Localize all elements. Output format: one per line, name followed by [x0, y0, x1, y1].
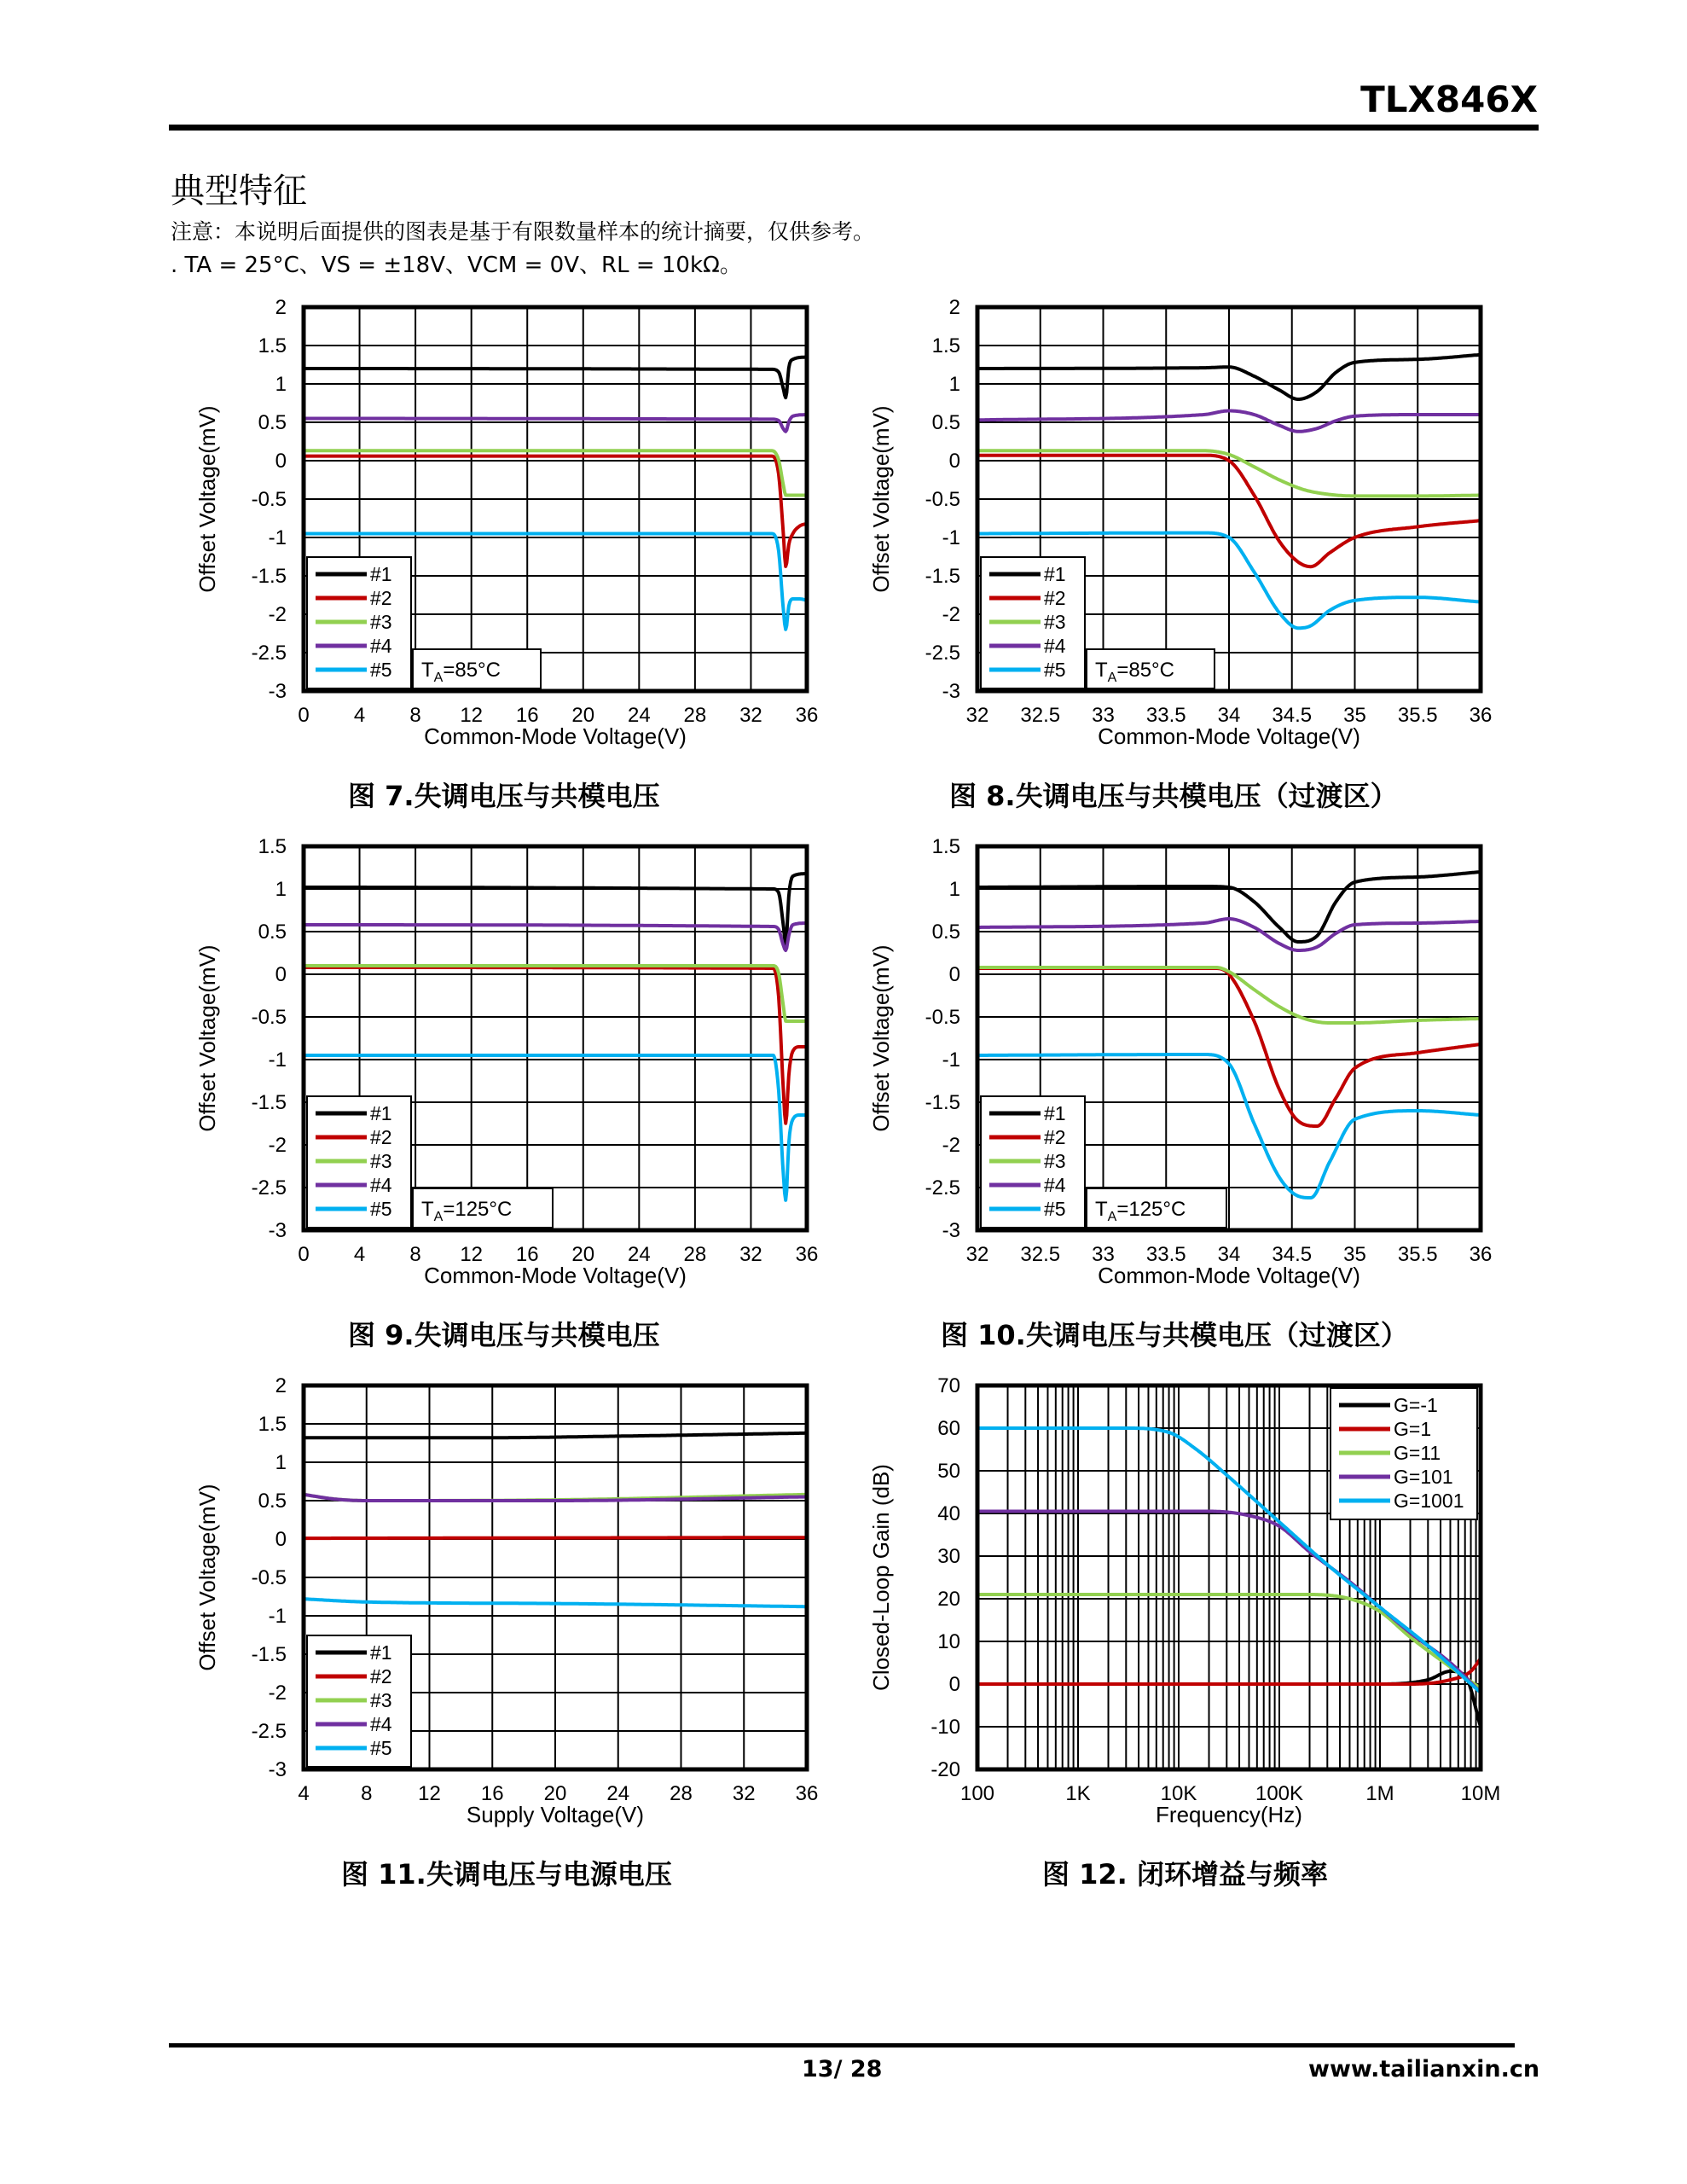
- x-tick-label: 4: [298, 1782, 310, 1805]
- y-tick-label: 30: [937, 1545, 960, 1568]
- legend-label: #4: [370, 1174, 392, 1196]
- y-tick-labels: [930, 1374, 960, 1781]
- y-tick-label: -2: [942, 603, 960, 626]
- x-tick-label: 8: [361, 1782, 373, 1805]
- y-tick-label: -1: [942, 526, 960, 549]
- x-tick-label: 28: [683, 1243, 707, 1266]
- legend-label: G=101: [1394, 1466, 1453, 1488]
- y-tick-label: 1.5: [258, 334, 287, 357]
- legend-label: #4: [370, 1713, 392, 1735]
- x-tick-label: 12: [418, 1782, 441, 1805]
- y-tick-label: 40: [937, 1502, 960, 1525]
- chart-fig9: [171, 829, 844, 1307]
- disclaimer-note: 注意：本说明后面提供的图表是基于有限数量样本的统计摘要，仅供参考。: [171, 219, 875, 244]
- chart-fig11: [171, 1368, 844, 1846]
- y-tick-label: 1: [275, 878, 287, 901]
- x-axis-label: Common-Mode Voltage(V): [424, 1263, 687, 1288]
- y-tick-label: -1: [268, 1605, 287, 1628]
- caption-fig8: 图 8.失调电压与共模电压（过渡区）: [949, 780, 1398, 812]
- x-tick-label: 0: [298, 704, 310, 727]
- y-tick-label: -3: [942, 1219, 960, 1242]
- x-axis-label: Common-Mode Voltage(V): [1098, 1263, 1360, 1288]
- x-tick-label: 24: [606, 1782, 630, 1805]
- y-tick-label: -2: [268, 603, 287, 626]
- y-tick-label: -3: [268, 1758, 287, 1781]
- y-tick-label: -1.5: [925, 1091, 960, 1114]
- chart-fig10: [844, 829, 1518, 1307]
- x-tick-label: 20: [571, 704, 595, 727]
- legend-label: #2: [370, 1665, 392, 1687]
- y-tick-label: 10: [937, 1630, 960, 1653]
- y-tick-label: -2.5: [925, 642, 960, 665]
- y-tick-label: -2: [942, 1134, 960, 1157]
- caption-fig10: 图 10.失调电压与共模电压（过渡区）: [941, 1319, 1408, 1351]
- y-tick-label: 2: [948, 296, 960, 319]
- caption-fig7: 图 7.失调电压与共模电压: [348, 780, 660, 812]
- y-tick-label: -2: [268, 1682, 287, 1705]
- fig11-svg: [171, 1368, 844, 1846]
- y-tick-label: -2.5: [251, 642, 287, 665]
- fig12-svg: [844, 1368, 1518, 1846]
- legend: [981, 1096, 1085, 1228]
- legend-label: #5: [1044, 1198, 1066, 1220]
- chart-fig7: [171, 290, 844, 768]
- y-tick-label: -2.5: [251, 1720, 287, 1743]
- x-tick-label: 33.5: [1145, 704, 1186, 727]
- x-tick-label: 16: [515, 704, 539, 727]
- chart-fig8: [844, 290, 1518, 768]
- x-tick-label: 32.5: [1020, 704, 1061, 727]
- y-tick-label: -1.5: [251, 565, 287, 588]
- y-tick-label: -1.5: [251, 1643, 287, 1666]
- x-tick-label: 32: [739, 1243, 762, 1266]
- x-axis-label: Common-Mode Voltage(V): [424, 723, 687, 749]
- y-tick-label: -3: [942, 680, 960, 703]
- y-tick-label: -0.5: [251, 488, 287, 511]
- legend-label: G=1001: [1394, 1490, 1464, 1512]
- y-tick-label: -20: [930, 1758, 960, 1781]
- legend-label: #1: [370, 563, 392, 585]
- legend: [981, 557, 1085, 688]
- legend-label: #1: [1044, 563, 1066, 585]
- x-tick-label: 36: [1469, 704, 1493, 727]
- x-tick-label: 8: [409, 1243, 421, 1266]
- fig10-svg: [844, 829, 1518, 1307]
- y-tick-label: -1.5: [925, 565, 960, 588]
- y-axis-label: Offset Voltage(mV): [868, 405, 894, 593]
- x-tick-label: 34.5: [1272, 704, 1313, 727]
- legend: [307, 1096, 411, 1228]
- y-tick-label: 0.5: [258, 411, 287, 434]
- y-tick-label: 0: [275, 450, 287, 473]
- y-tick-label: 1: [948, 373, 960, 396]
- x-tick-label: 28: [670, 1782, 693, 1805]
- caption-fig12: 图 12. 闭环增益与频率: [1042, 1858, 1328, 1891]
- temperature-annotation: $T_A=125^\circ C$: [421, 1198, 513, 1224]
- legend-label: #3: [370, 1150, 392, 1172]
- y-tick-label: 0: [948, 1673, 960, 1696]
- caption-fig11: 图 11.失调电压与电源电压: [341, 1858, 672, 1891]
- x-tick-label: 34: [1217, 704, 1241, 727]
- y-tick-label: -1: [268, 526, 287, 549]
- y-tick-label: -2: [268, 1134, 287, 1157]
- y-tick-label: 70: [937, 1374, 960, 1397]
- y-tick-labels: [252, 835, 287, 1242]
- x-tick-label: 20: [571, 1243, 595, 1266]
- y-axis-label: Offset Voltage(mV): [868, 944, 894, 1132]
- x-tick-label: 100K: [1255, 1782, 1304, 1805]
- legend-label: #5: [370, 1737, 392, 1759]
- legend-label: G=1: [1394, 1418, 1432, 1440]
- legend-label: #5: [370, 1198, 392, 1220]
- x-tick-label: 4: [353, 704, 366, 727]
- y-tick-label: 1: [275, 373, 287, 396]
- part-number: TLX846X: [1360, 78, 1538, 120]
- x-tick-label: 1K: [1065, 1782, 1091, 1805]
- fig9-svg: [171, 829, 844, 1307]
- series-line-n2: [304, 1537, 807, 1538]
- x-tick-label: 34: [1217, 1243, 1241, 1266]
- legend: [307, 557, 411, 688]
- y-tick-label: 2: [275, 1374, 287, 1397]
- y-tick-label: -3: [268, 1219, 287, 1242]
- x-tick-label: 10K: [1160, 1782, 1197, 1805]
- x-axis-label: Supply Voltage(V): [466, 1802, 645, 1827]
- x-tick-label: 12: [460, 1243, 484, 1266]
- legend: [307, 1635, 411, 1767]
- y-tick-label: 0.5: [931, 921, 960, 944]
- x-tick-label: 20: [543, 1782, 567, 1805]
- legend-label: #4: [1044, 1174, 1066, 1196]
- x-tick-label: 0: [298, 1243, 310, 1266]
- temperature-annotation: $T_A=85^\circ C$: [421, 659, 501, 685]
- y-tick-label: 0: [275, 963, 287, 986]
- fig8-svg: [844, 290, 1518, 768]
- x-tick-label: 16: [515, 1243, 539, 1266]
- x-tick-label: 36: [795, 704, 819, 727]
- y-tick-labels: [252, 296, 287, 703]
- legend-label: #5: [370, 659, 392, 681]
- x-tick-label: 1M: [1365, 1782, 1394, 1805]
- x-tick-label: 8: [409, 704, 421, 727]
- legend-label: #3: [370, 611, 392, 633]
- y-tick-label: 1: [948, 878, 960, 901]
- y-tick-label: -0.5: [251, 1006, 287, 1029]
- legend-label: #3: [370, 1689, 392, 1711]
- test-conditions: . TA = 25°C、VS = ±18V、VCM = 0V、RL = 10kΩ。: [171, 253, 742, 278]
- y-tick-label: -1.5: [251, 1091, 287, 1114]
- page-number: 13/ 28: [802, 2056, 883, 2082]
- x-axis-label: Frequency(Hz): [1156, 1802, 1302, 1827]
- x-tick-label: 100: [959, 1782, 995, 1805]
- legend-label: #2: [1044, 587, 1066, 609]
- y-tick-label: 50: [937, 1460, 960, 1483]
- x-tick-label: 32: [965, 1243, 989, 1266]
- y-tick-labels: [925, 296, 960, 703]
- legend-label: #3: [1044, 611, 1066, 633]
- y-tick-label: 2: [275, 296, 287, 319]
- y-tick-label: 0.5: [258, 1490, 287, 1513]
- y-tick-label: -10: [930, 1716, 960, 1739]
- x-tick-label: 32.5: [1020, 1243, 1061, 1266]
- y-tick-label: -3: [268, 680, 287, 703]
- y-tick-label: 1: [275, 1451, 287, 1474]
- y-tick-label: -2.5: [251, 1176, 287, 1199]
- legend-label: #4: [370, 635, 392, 657]
- caption-fig9: 图 9.失调电压与共模电压: [348, 1319, 660, 1351]
- y-tick-label: 20: [937, 1588, 960, 1611]
- x-tick-label: 28: [683, 704, 707, 727]
- header-rule: [169, 125, 1539, 131]
- y-tick-label: 1.5: [258, 835, 287, 858]
- legend-label: #3: [1044, 1150, 1066, 1172]
- x-tick-label: 35: [1343, 704, 1366, 727]
- x-tick-label: 33: [1092, 1243, 1115, 1266]
- x-tick-label: 33.5: [1145, 1243, 1186, 1266]
- fig7-svg: [171, 290, 844, 768]
- legend-label: #2: [1044, 1126, 1066, 1148]
- footer-rule: [169, 2043, 1515, 2048]
- temperature-annotation: $T_A=125^\circ C$: [1095, 1198, 1186, 1224]
- x-tick-label: 35.5: [1397, 1243, 1438, 1266]
- x-tick-label: 10M: [1460, 1782, 1501, 1805]
- y-tick-label: -0.5: [925, 488, 960, 511]
- y-tick-label: 1.5: [258, 1413, 287, 1436]
- y-tick-label: 1.5: [931, 334, 960, 357]
- x-tick-label: 35.5: [1397, 704, 1438, 727]
- y-tick-label: 1.5: [931, 835, 960, 858]
- temperature-annotation: $T_A=85^\circ C$: [1095, 659, 1174, 685]
- x-tick-label: 35: [1343, 1243, 1366, 1266]
- legend-label: #2: [370, 1126, 392, 1148]
- x-tick-label: 32: [732, 1782, 756, 1805]
- x-tick-label: 36: [1469, 1243, 1493, 1266]
- x-tick-label: 24: [627, 704, 651, 727]
- section-title: 典型特征: [171, 171, 307, 211]
- y-tick-label: 60: [937, 1417, 960, 1440]
- x-tick-label: 24: [627, 1243, 651, 1266]
- x-tick-label: 36: [795, 1782, 819, 1805]
- y-tick-label: -2.5: [925, 1176, 960, 1199]
- y-tick-label: -1: [942, 1048, 960, 1072]
- y-tick-label: -0.5: [925, 1006, 960, 1029]
- y-tick-label: 0: [948, 450, 960, 473]
- legend-label: G=11: [1394, 1442, 1441, 1464]
- legend-label: #1: [1044, 1102, 1066, 1124]
- y-tick-labels: [252, 1374, 287, 1781]
- legend: [1330, 1388, 1477, 1519]
- y-axis-label: Offset Voltage(mV): [194, 405, 220, 593]
- legend-label: #1: [370, 1102, 392, 1124]
- legend-label: #2: [370, 587, 392, 609]
- x-tick-label: 32: [739, 704, 762, 727]
- legend-label: #5: [1044, 659, 1066, 681]
- y-axis-label: Closed-Loop Gain (dB): [868, 1464, 894, 1691]
- x-tick-label: 16: [480, 1782, 504, 1805]
- y-tick-label: 0: [948, 963, 960, 986]
- x-tick-label: 36: [795, 1243, 819, 1266]
- legend-label: G=-1: [1394, 1394, 1438, 1416]
- y-axis-label: Offset Voltage(mV): [194, 1484, 220, 1671]
- website: www.tailianxin.cn: [1308, 2056, 1540, 2082]
- legend-label: #4: [1044, 635, 1066, 657]
- x-axis-label: Common-Mode Voltage(V): [1098, 723, 1360, 749]
- y-tick-labels: [925, 835, 960, 1242]
- y-tick-label: -1: [268, 1048, 287, 1072]
- y-tick-label: -0.5: [251, 1566, 287, 1589]
- x-tick-label: 12: [460, 704, 484, 727]
- x-tick-label: 4: [353, 1243, 366, 1266]
- x-tick-label: 34.5: [1272, 1243, 1313, 1266]
- y-tick-label: 0.5: [931, 411, 960, 434]
- x-tick-label: 33: [1092, 704, 1115, 727]
- chart-fig12: [844, 1368, 1518, 1846]
- y-tick-label: 0.5: [258, 921, 287, 944]
- y-tick-label: 0: [275, 1528, 287, 1551]
- x-tick-label: 32: [965, 704, 989, 727]
- legend-label: #1: [370, 1641, 392, 1664]
- y-axis-label: Offset Voltage(mV): [194, 944, 220, 1132]
